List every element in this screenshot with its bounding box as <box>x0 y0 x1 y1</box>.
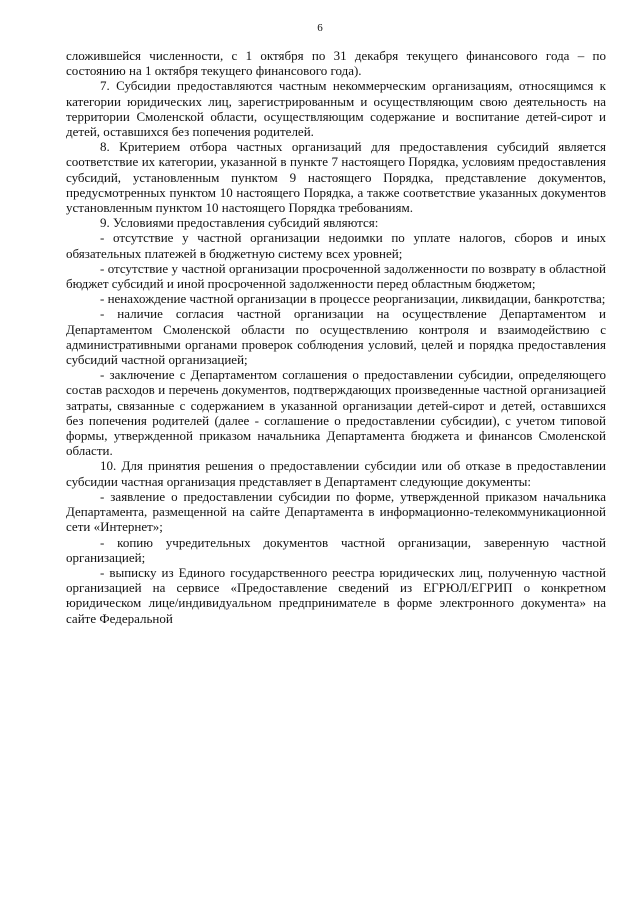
paragraph-9-heading: 9. Условиями предоставления субсидий являются: <box>100 215 379 231</box>
paragraph-7: 7. Субсидии предоставляются частным некоммерческим организациям, относящимся к категории юридических лиц, зарегистрированным и осуществляющим свою деятельность на территории Смоленской области, осуществляющим содержание и воспитание детей-сирот и детей, оставшихся без попечения родителей. <box>66 78 606 140</box>
page-number: 6 <box>317 22 323 34</box>
paragraph-8: 8. Критерием отбора частных организаций для предоставления субсидий является соответствие их категории, указанной в пункте 7 настоящего Порядка, условиям предоставления субсидий, установленным пунктом 9 настоящего Порядка, представление документов, предусмотренных пунктом 10 настоящего Порядка, а также соответствие указанных документов установленным пунктом 10 настоящего Порядка требованиям. <box>66 139 606 216</box>
paragraph-continuation: сложившейся численности, с 1 октября по 31 декабря текущего финансового года – по состоянию на 1 октября текущего финансового года). <box>66 48 606 79</box>
condition-item: - отсутствие у частной организации недоимки по уплате налогов, сборов и иных обязательных платежей в бюджетную систему всех уровней; <box>66 230 606 261</box>
document-item: - копию учредительных документов частной организации, заверенную частной организацией; <box>66 534 606 565</box>
condition-item: - отсутствие у частной организации просроченной задолженности по возврату в областной бюджет субсидий и иной просроченной задолженности перед областным бюджетом; <box>66 260 606 292</box>
condition-item: - заключение с Департаментом соглашения о предоставлении субсидии, определяющего состав расходов и перечень документов, подтверждающих произведенные частной организацией затраты, связанные с содержанием в указанной организации детей-сирот и детей, оставшихся без попечения родителей (далее - соглашение о предоставлении субсидии), с учетом типовой формы, утвержденной приказом начальника Департамента бюджета и финансов Смоленской области. <box>66 367 606 459</box>
condition-item: - ненахождение частной организации в процессе реорганизации, ликвидации, банкротства; <box>100 291 606 307</box>
document-item: - заявление о предоставлении субсидии по форме, утвержденной приказом начальника Департамента, размещенной на сайте Департамента в информационно-телекоммуникационной сети «Интернет»; <box>66 488 606 535</box>
document-item: - выписку из Единого государственного реестра юридических лиц, полученную частной организацией на сервисе «Предоставление сведений из ЕГРЮЛ/ЕГРИП о конкретном юридическом лице/индивидуальном предпринимателе в форме электронного документа» на сайте Федеральной <box>66 564 606 626</box>
paragraph-10-heading: 10. Для принятия решения о предоставлении субсидии или об отказе в предоставлении субсидии частная организация представляет в Департамент следующие документы: <box>66 458 606 489</box>
document-body <box>66 48 606 626</box>
condition-item: - наличие согласия частной организации на осуществление Департаментом и Департаментом Смоленской области по осуществлению контроля и взаимодействию с административными органами проверок соблюдения условий, целей и порядка предоставления субсидий частной организацией; <box>66 306 606 368</box>
